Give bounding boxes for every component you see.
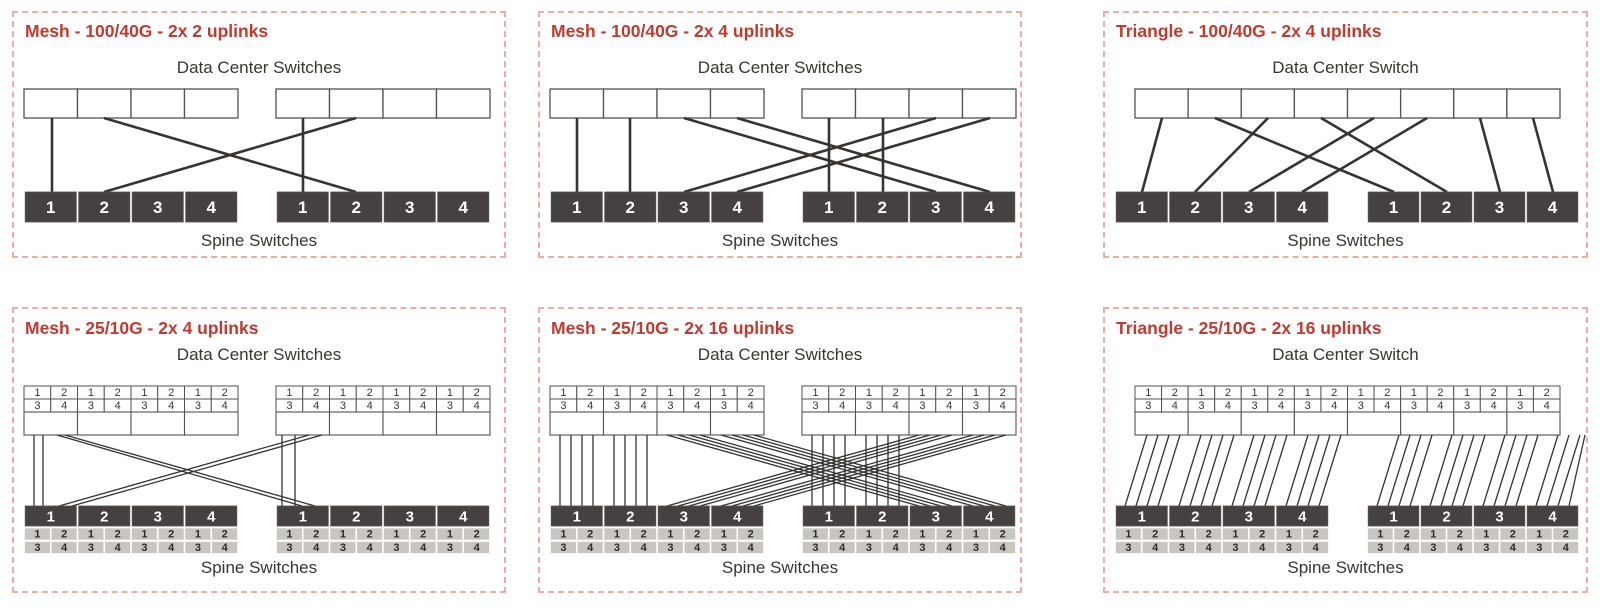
svg-text:2: 2	[946, 528, 953, 541]
svg-text:3: 3	[720, 542, 727, 555]
svg-text:1: 1	[572, 508, 581, 526]
svg-text:2: 2	[1384, 387, 1391, 400]
svg-text:4: 4	[420, 400, 427, 413]
svg-text:2: 2	[61, 387, 68, 400]
svg-text:2: 2	[1205, 528, 1212, 541]
svg-text:3: 3	[931, 508, 940, 526]
svg-text:4: 4	[984, 198, 994, 218]
svg-text:4: 4	[747, 400, 754, 413]
svg-text:3: 3	[667, 400, 674, 413]
svg-text:1: 1	[1517, 387, 1524, 400]
svg-text:1: 1	[1251, 387, 1258, 400]
svg-text:2: 2	[999, 528, 1006, 541]
svg-text:1: 1	[339, 387, 346, 400]
svg-text:1: 1	[46, 198, 56, 218]
svg-text:2: 2	[892, 528, 899, 541]
svg-text:4: 4	[473, 400, 480, 413]
svg-text:1: 1	[560, 387, 567, 400]
svg-text:1: 1	[1137, 198, 1147, 218]
svg-text:1: 1	[865, 387, 872, 400]
svg-text:2: 2	[473, 528, 480, 541]
svg-text:4: 4	[168, 542, 175, 555]
svg-text:4: 4	[221, 400, 228, 413]
svg-text:2: 2	[1437, 387, 1444, 400]
svg-text:4: 4	[1297, 198, 1307, 218]
svg-text:4: 4	[313, 400, 320, 413]
svg-text:4: 4	[1547, 198, 1558, 218]
svg-text:3: 3	[153, 508, 162, 526]
svg-text:2: 2	[473, 387, 480, 400]
svg-text:4: 4	[366, 542, 373, 555]
svg-text:4: 4	[946, 400, 953, 413]
svg-text:4: 4	[473, 542, 480, 555]
svg-text:4: 4	[1543, 400, 1550, 413]
svg-text:1: 1	[34, 528, 41, 541]
svg-text:3: 3	[865, 400, 872, 413]
svg-text:3: 3	[87, 542, 94, 555]
svg-text:2: 2	[1190, 198, 1200, 218]
svg-text:2: 2	[420, 528, 427, 541]
svg-text:4: 4	[114, 400, 121, 413]
svg-text:3: 3	[286, 400, 293, 413]
panel-title: Mesh - 25/10G - 2x 16 uplinks	[551, 318, 795, 338]
svg-text:4: 4	[1509, 542, 1516, 555]
svg-text:4: 4	[313, 542, 320, 555]
svg-text:3: 3	[1304, 400, 1311, 413]
svg-text:4: 4	[366, 400, 373, 413]
svg-text:4: 4	[1548, 508, 1557, 526]
svg-text:2: 2	[999, 387, 1006, 400]
svg-text:1: 1	[667, 387, 674, 400]
svg-text:2: 2	[1490, 387, 1497, 400]
svg-text:4: 4	[1403, 542, 1410, 555]
svg-text:3: 3	[141, 542, 148, 555]
svg-text:1: 1	[572, 198, 582, 218]
svg-text:4: 4	[1171, 400, 1178, 413]
svg-text:2: 2	[1562, 528, 1569, 541]
svg-text:1: 1	[865, 528, 872, 541]
svg-text:4: 4	[587, 542, 594, 555]
svg-text:3: 3	[1536, 542, 1543, 555]
svg-text:1: 1	[1388, 198, 1399, 218]
svg-text:4: 4	[839, 400, 846, 413]
svg-text:4: 4	[999, 400, 1006, 413]
svg-text:3: 3	[446, 400, 453, 413]
svg-text:2: 2	[1152, 528, 1159, 541]
spine-switches-label: Spine Switches	[200, 231, 318, 250]
svg-text:1: 1	[613, 528, 620, 541]
svg-text:4: 4	[1152, 542, 1159, 555]
svg-text:2: 2	[1403, 528, 1410, 541]
svg-text:1: 1	[1463, 387, 1471, 400]
panel-mesh-25-10g-2x4-uplinks	[12, 307, 506, 593]
svg-text:4: 4	[747, 542, 754, 555]
svg-text:2: 2	[1509, 528, 1516, 541]
svg-text:4: 4	[206, 198, 216, 218]
svg-text:3: 3	[679, 508, 688, 526]
svg-text:1: 1	[1145, 387, 1152, 400]
svg-text:2: 2	[1543, 387, 1550, 400]
svg-text:3: 3	[1357, 400, 1364, 413]
svg-text:3: 3	[972, 542, 979, 555]
svg-text:4: 4	[733, 508, 742, 526]
svg-text:2: 2	[61, 528, 68, 541]
data-center-switch-label: Data Center Switch	[1272, 345, 1419, 364]
svg-text:2: 2	[694, 528, 701, 541]
svg-text:1: 1	[1137, 508, 1146, 526]
svg-text:4: 4	[207, 508, 216, 526]
svg-text:2: 2	[1331, 387, 1338, 400]
svg-text:3: 3	[919, 542, 926, 555]
svg-text:2: 2	[221, 387, 228, 400]
svg-text:3: 3	[931, 198, 941, 218]
svg-text:3: 3	[1495, 508, 1504, 526]
svg-text:1: 1	[1232, 528, 1239, 541]
svg-text:1: 1	[194, 387, 201, 400]
panel-title: Triangle - 100/40G - 2x 4 uplinks	[1116, 21, 1382, 41]
svg-text:3: 3	[1198, 400, 1205, 413]
topology-diagram	[1105, 309, 1586, 591]
svg-text:3: 3	[1410, 400, 1417, 413]
svg-text:3: 3	[1244, 198, 1254, 218]
svg-text:3: 3	[1145, 400, 1152, 413]
data-center-switches-label: Data Center Switches	[176, 58, 342, 77]
svg-text:3: 3	[613, 400, 620, 413]
svg-text:3: 3	[720, 400, 727, 413]
svg-text:3: 3	[153, 198, 163, 218]
spine-switches-label: Spine Switches	[721, 231, 839, 250]
svg-text:4: 4	[1278, 400, 1285, 413]
svg-text:2: 2	[625, 198, 635, 218]
svg-text:3: 3	[194, 542, 201, 555]
svg-text:1: 1	[46, 508, 55, 526]
svg-text:1: 1	[141, 387, 148, 400]
svg-text:4: 4	[892, 542, 899, 555]
svg-text:1: 1	[339, 528, 346, 541]
svg-text:2: 2	[1171, 387, 1178, 400]
svg-text:1: 1	[141, 528, 148, 541]
svg-text:1: 1	[812, 528, 819, 541]
svg-text:1: 1	[393, 528, 400, 541]
panel-mesh-100-40g-2x4-uplinks	[538, 11, 1022, 258]
svg-text:1: 1	[1483, 528, 1490, 541]
svg-text:1: 1	[298, 198, 308, 218]
svg-text:1: 1	[194, 528, 201, 541]
svg-text:4: 4	[1490, 400, 1497, 413]
svg-text:3: 3	[1483, 542, 1490, 555]
svg-text:4: 4	[168, 400, 175, 413]
svg-text:4: 4	[221, 542, 228, 555]
svg-text:2: 2	[366, 387, 373, 400]
svg-text:2: 2	[100, 508, 109, 526]
svg-text:3: 3	[1517, 400, 1524, 413]
svg-text:1: 1	[286, 528, 293, 541]
svg-text:4: 4	[459, 508, 468, 526]
svg-text:1: 1	[1304, 387, 1311, 400]
svg-text:2: 2	[313, 528, 320, 541]
svg-text:1: 1	[972, 387, 979, 400]
svg-text:2: 2	[747, 387, 754, 400]
svg-text:1: 1	[87, 387, 94, 400]
panel-title: Mesh - 25/10G - 2x 4 uplinks	[25, 318, 259, 338]
svg-text:1: 1	[286, 387, 293, 400]
svg-text:2: 2	[313, 387, 320, 400]
svg-text:1: 1	[393, 387, 400, 400]
svg-text:3: 3	[613, 542, 620, 555]
spine-switches-label: Spine Switches	[200, 558, 318, 577]
svg-text:4: 4	[1456, 542, 1463, 555]
panel-triangle-25-10g-2x16-uplinks	[1103, 307, 1588, 593]
svg-text:2: 2	[640, 528, 647, 541]
svg-text:1: 1	[1285, 528, 1292, 541]
svg-text:4: 4	[1224, 400, 1232, 413]
svg-text:1: 1	[720, 387, 727, 400]
svg-text:1: 1	[720, 528, 727, 541]
topology-diagram	[540, 13, 1020, 256]
data-center-switches-label: Data Center Switches	[176, 345, 342, 364]
svg-text:4: 4	[1312, 542, 1319, 555]
data-center-switch-label: Data Center Switch	[1272, 58, 1419, 77]
svg-text:1: 1	[560, 528, 567, 541]
svg-text:4: 4	[892, 400, 899, 413]
svg-text:1: 1	[1178, 528, 1185, 541]
svg-text:1: 1	[1125, 528, 1132, 541]
svg-text:1: 1	[824, 198, 834, 218]
svg-text:4: 4	[1384, 400, 1391, 413]
svg-text:4: 4	[587, 400, 594, 413]
svg-text:2: 2	[1442, 508, 1451, 526]
panel-title: Mesh - 100/40G - 2x 2 uplinks	[25, 21, 269, 41]
topology-diagram	[540, 309, 1020, 591]
svg-text:3: 3	[667, 542, 674, 555]
spine-switches-label: Spine Switches	[1287, 558, 1404, 577]
data-center-switches-label: Data Center Switches	[697, 58, 863, 77]
svg-text:4: 4	[732, 198, 742, 218]
svg-text:4: 4	[61, 400, 68, 413]
svg-text:2: 2	[1224, 387, 1232, 400]
svg-text:2: 2	[352, 508, 361, 526]
svg-text:2: 2	[168, 387, 175, 400]
svg-text:4: 4	[1259, 542, 1266, 555]
svg-text:4: 4	[1562, 542, 1569, 555]
svg-text:4: 4	[985, 508, 994, 526]
svg-text:3: 3	[405, 198, 415, 218]
svg-text:4: 4	[640, 400, 647, 413]
svg-text:1: 1	[1536, 528, 1543, 541]
svg-text:2: 2	[946, 387, 953, 400]
svg-text:4: 4	[61, 542, 68, 555]
svg-text:4: 4	[694, 400, 701, 413]
svg-text:3: 3	[141, 400, 148, 413]
svg-text:3: 3	[972, 400, 979, 413]
svg-text:2: 2	[747, 528, 754, 541]
panel-title: Triangle - 25/10G - 2x 16 uplinks	[1116, 318, 1382, 338]
svg-text:3: 3	[560, 400, 567, 413]
svg-text:3: 3	[1430, 542, 1437, 555]
svg-text:1: 1	[1389, 508, 1398, 526]
svg-text:2: 2	[1441, 198, 1452, 218]
svg-text:4: 4	[999, 542, 1006, 555]
svg-text:2: 2	[1259, 528, 1266, 541]
spine-switches-label: Spine Switches	[721, 558, 839, 577]
svg-text:2: 2	[587, 387, 594, 400]
topology-diagram	[1105, 13, 1586, 256]
svg-text:2: 2	[839, 528, 846, 541]
svg-text:3: 3	[1125, 542, 1132, 555]
svg-text:1: 1	[446, 528, 453, 541]
svg-text:3: 3	[812, 542, 819, 555]
svg-text:1: 1	[1410, 387, 1417, 400]
svg-text:3: 3	[339, 400, 346, 413]
svg-text:1: 1	[1357, 387, 1364, 400]
svg-text:1: 1	[1430, 528, 1437, 541]
svg-text:3: 3	[393, 542, 400, 555]
svg-text:3: 3	[393, 400, 400, 413]
svg-text:2: 2	[114, 387, 121, 400]
svg-text:1: 1	[919, 528, 926, 541]
svg-text:3: 3	[919, 400, 926, 413]
svg-text:4: 4	[640, 542, 647, 555]
svg-text:4: 4	[1331, 400, 1338, 413]
svg-text:2: 2	[1278, 387, 1285, 400]
svg-text:3: 3	[87, 400, 94, 413]
svg-text:3: 3	[194, 400, 201, 413]
svg-text:1: 1	[667, 528, 674, 541]
svg-text:1: 1	[34, 387, 41, 400]
svg-text:3: 3	[1244, 508, 1253, 526]
topology-diagram	[14, 309, 504, 591]
svg-text:3: 3	[560, 542, 567, 555]
svg-text:1: 1	[972, 528, 979, 541]
svg-text:3: 3	[286, 542, 293, 555]
panel-mesh-100-40g-2x2-uplinks	[12, 11, 506, 258]
svg-text:2: 2	[351, 198, 361, 218]
svg-text:3: 3	[679, 198, 689, 218]
svg-text:4: 4	[114, 542, 121, 555]
svg-text:2: 2	[168, 528, 175, 541]
svg-text:4: 4	[458, 198, 468, 218]
svg-text:3: 3	[1285, 542, 1292, 555]
svg-text:3: 3	[1178, 542, 1185, 555]
svg-text:2: 2	[877, 198, 887, 218]
svg-text:3: 3	[1494, 198, 1505, 218]
svg-text:4: 4	[1205, 542, 1212, 555]
spine-switches-label: Spine Switches	[1287, 231, 1404, 250]
svg-text:1: 1	[446, 387, 453, 400]
svg-text:1: 1	[613, 387, 620, 400]
svg-text:1: 1	[1377, 528, 1384, 541]
svg-text:4: 4	[1298, 508, 1307, 526]
svg-text:1: 1	[812, 387, 819, 400]
svg-text:3: 3	[865, 542, 872, 555]
svg-text:2: 2	[1312, 528, 1319, 541]
svg-text:4: 4	[1437, 400, 1444, 413]
svg-text:3: 3	[1377, 542, 1384, 555]
svg-text:2: 2	[892, 387, 899, 400]
panel-title: Mesh - 100/40G - 2x 4 uplinks	[551, 21, 795, 41]
svg-text:3: 3	[34, 542, 41, 555]
svg-text:1: 1	[1198, 387, 1205, 400]
svg-text:4: 4	[420, 542, 427, 555]
topology-diagram	[14, 13, 504, 256]
svg-text:2: 2	[99, 198, 109, 218]
svg-text:2: 2	[114, 528, 121, 541]
svg-text:4: 4	[694, 542, 701, 555]
svg-text:3: 3	[405, 508, 414, 526]
svg-text:2: 2	[587, 528, 594, 541]
panel-mesh-25-10g-2x16-uplinks	[538, 307, 1022, 593]
svg-text:4: 4	[946, 542, 953, 555]
panel-triangle-100-40g-2x4-uplinks	[1103, 11, 1588, 258]
svg-text:3: 3	[339, 542, 346, 555]
svg-text:3: 3	[34, 400, 41, 413]
svg-text:3: 3	[446, 542, 453, 555]
svg-text:1: 1	[298, 508, 307, 526]
svg-text:2: 2	[878, 508, 887, 526]
svg-text:1: 1	[824, 508, 833, 526]
svg-text:2: 2	[694, 387, 701, 400]
svg-text:3: 3	[1463, 400, 1471, 413]
svg-text:2: 2	[366, 528, 373, 541]
svg-text:3: 3	[1232, 542, 1239, 555]
svg-text:4: 4	[839, 542, 846, 555]
svg-text:2: 2	[1191, 508, 1200, 526]
svg-text:2: 2	[420, 387, 427, 400]
svg-text:2: 2	[1456, 528, 1463, 541]
svg-text:1: 1	[87, 528, 94, 541]
svg-text:2: 2	[839, 387, 846, 400]
data-center-switches-label: Data Center Switches	[697, 345, 863, 364]
svg-text:2: 2	[221, 528, 228, 541]
svg-text:2: 2	[626, 508, 635, 526]
svg-text:3: 3	[1251, 400, 1258, 413]
svg-text:1: 1	[919, 387, 926, 400]
svg-text:2: 2	[640, 387, 647, 400]
svg-text:3: 3	[812, 400, 819, 413]
